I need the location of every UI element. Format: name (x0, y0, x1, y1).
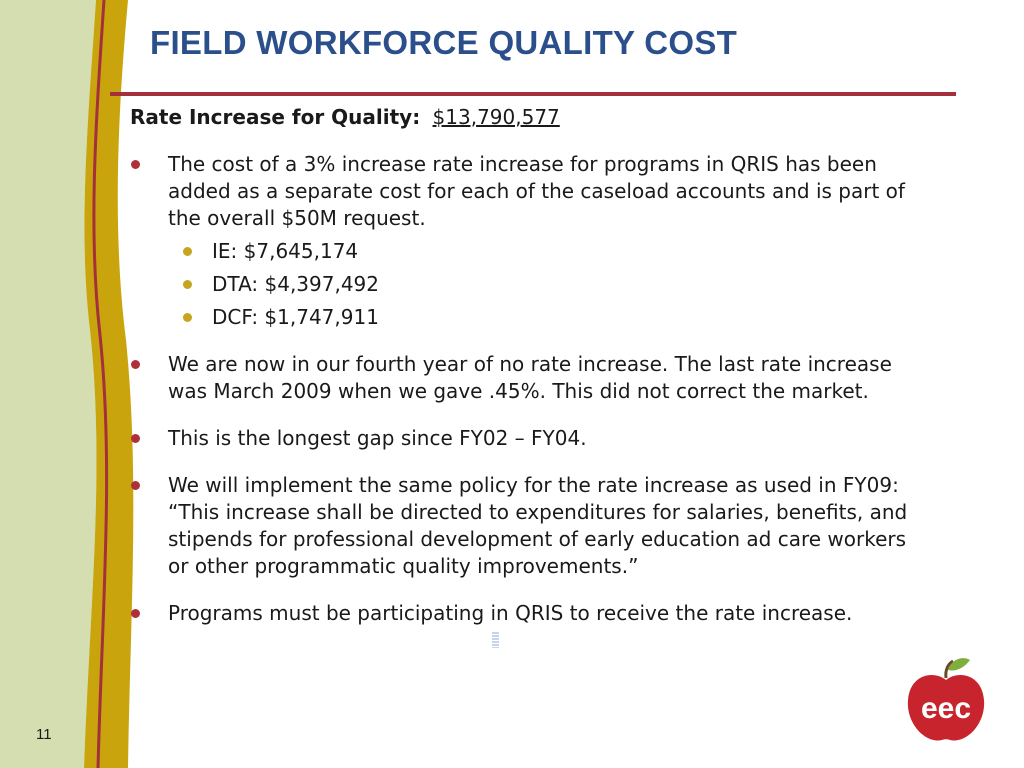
sub-bullet-text: IE: $7,645,174 (212, 239, 359, 263)
eec-apple-logo (898, 652, 994, 748)
title-divider (110, 92, 956, 96)
slide-title: FIELD WORKFORCE QUALITY COST (150, 24, 738, 61)
apple-leaf-icon (948, 658, 970, 670)
rate-increase-label: Rate Increase for Quality: (130, 105, 421, 129)
rate-increase-summary (130, 104, 930, 131)
sub-bullet-item (168, 304, 930, 331)
bullet-dot-icon (131, 160, 140, 169)
bullet-item (130, 351, 930, 405)
green-wave-panel (0, 0, 96, 768)
bullet-item (130, 472, 930, 580)
bullet-text: We will implement the same policy for the rate increase as used in FY09: “This increase shall be directed to expenditures for salaries, benefits, and stipends for professional development of early education ad care workers or other programmatic quality improvements.” (168, 473, 908, 578)
sub-bullet-text: DCF: $1,747,911 (212, 305, 379, 329)
decorative-wave-band (0, 0, 140, 768)
placeholder-marker-icon (492, 632, 499, 648)
rate-increase-amount: $13,790,577 (432, 105, 560, 129)
sub-bullet-dot-icon (183, 280, 192, 289)
bullet-dot-icon (131, 434, 140, 443)
bullet-dot-icon (131, 481, 140, 490)
bullet-item (130, 151, 930, 331)
bullet-dot-icon (131, 609, 140, 618)
bullet-item (130, 600, 930, 627)
sub-bullet-item (168, 271, 930, 298)
bullet-list (130, 151, 930, 627)
sub-bullet-dot-icon (183, 247, 192, 256)
sub-bullet-text: DTA: $4,397,492 (212, 272, 380, 296)
bullet-text: This is the longest gap since FY02 – FY04. (168, 426, 587, 450)
bullet-text: The cost of a 3% increase rate increase for programs in QRIS has been added as a separate cost for each of the caseload accounts and is part of the overall $50M request. (168, 152, 905, 230)
sub-bullet-item (168, 238, 930, 265)
slide-body (130, 104, 930, 647)
sub-bullet-list (168, 238, 930, 331)
sub-bullet-dot-icon (183, 313, 192, 322)
page-number: 11 (36, 726, 52, 743)
bullet-item (130, 425, 930, 452)
bullet-text: We are now in our fourth year of no rate increase. The last rate increase was March 2009 when we gave .45%. This did not correct the market. (168, 352, 892, 403)
bullet-text: Programs must be participating in QRIS to receive the rate increase. (168, 601, 853, 625)
bullet-dot-icon (131, 360, 140, 369)
logo-text: eec (920, 692, 972, 725)
